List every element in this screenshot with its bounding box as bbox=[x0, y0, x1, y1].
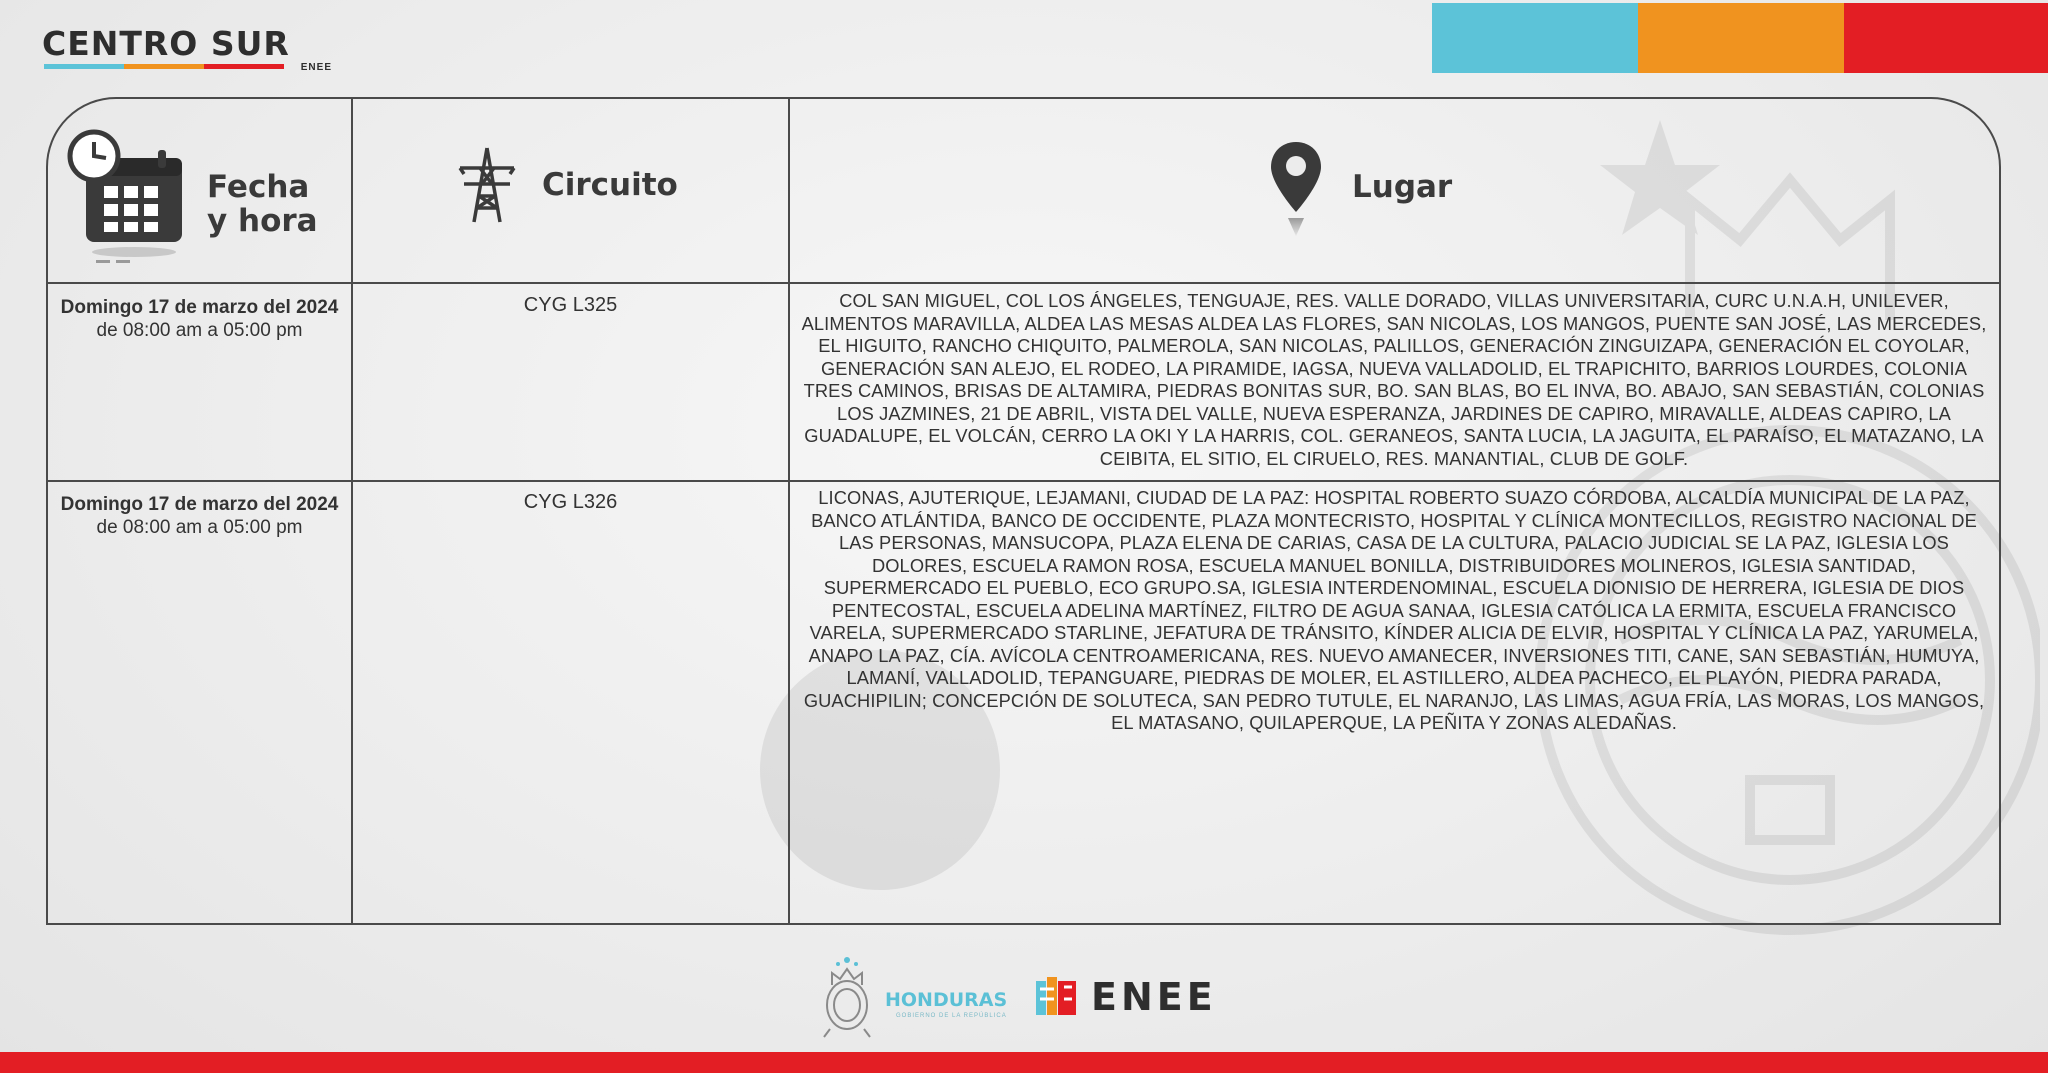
row-2-time: de 08:00 am a 05:00 pm bbox=[96, 517, 303, 538]
map-pin-icon bbox=[1268, 140, 1324, 240]
enee-logo-icon bbox=[1036, 977, 1078, 1019]
header-date bbox=[66, 128, 346, 278]
table-row-2-date bbox=[48, 493, 351, 539]
table-row-1-circuit: CYG L325 bbox=[523, 294, 618, 316]
row-1-date: Domingo 17 de marzo del 2024 bbox=[60, 297, 339, 318]
logo-color-bar bbox=[44, 64, 334, 69]
header-date-label-line1: Fecha bbox=[207, 169, 310, 205]
brand-stripe-blue bbox=[1432, 3, 1638, 73]
header-row-divider bbox=[46, 282, 2001, 284]
header-place bbox=[1268, 140, 1518, 240]
enee-label: ENEE bbox=[1091, 975, 1217, 1019]
honduras-sublabel: GOBIERNO DE LA REPÚBLICA bbox=[896, 1013, 1007, 1019]
table-row-1-place: COL SAN MIGUEL, COL LOS ÁNGELES, TENGUAJE, RES. VALLE DORADO, VILLAS UNIVERSITARIA, CURC U.N.A.H, UNILEVER, ALIMENTOS MARAVILLA, ALDEA LAS MESAS ALDEA LAS FLORES, SAN NICOLAS, LOS MANGOS, PUENTE SAN JOSÉ, LAS MERCEDES, EL HIGUITO, RANCHO CHIQUITO, PALMEROLA, SAN NICOLAS, PALILLOS, GENERACIÓN ZINGUIZAPA, GENERACIÓN EL COYOLAR, GENERACIÓN SAN ALEJO, EL RODEO, LA PIRAMIDE, IAGSA, NUEVA VALLADOLID, EL TRAPICHITO, BARRIOS LOURDES, COLONIA TRES CAMINOS, BRISAS DE ALTAMIRA, PIEDRAS BONITAS SUR, BO. SAN BLAS, BO EL INVA, BO. ABAJO, SAN SEBASTIÁN, COLONIAS LOS JAZMINES, 21 DE ABRIL, VISTA DEL VALLE, NUEVA ESPERANZA, JARDINES DE CAPIRO, MIRAVALLE, ALDEAS CAPIRO, LA GUADALUPE, EL VOLCÁN, CERRO LA OKI Y LA HARRIS, COL. GERANEOS, SANTA LUCIA, LA JAGUITA, EL PARAÍSO, EL MATAZANO, LA CEIBITA, EL SITIO, EL CIRUELO, RES. MANANTIAL, CLUB DE GOLF. bbox=[801, 290, 1987, 469]
logo-title: CENTRO SUR bbox=[42, 24, 290, 63]
transmission-tower-icon bbox=[456, 146, 518, 224]
table-row-2-place: LICONAS, AJUTERIQUE, LEJAMANI, CIUDAD DE LA PAZ: HOSPITAL ROBERTO SUAZO CÓRDOBA, ALCALDÍA MUNICIPAL DE LA PAZ, BANCO ATLÁNTIDA, BANCO DE OCCIDENTE, PLAZA MONTECRISTO, HOSPITAL Y CLÍNICA MONTECILLOS, REGISTRO NACIONAL DE LAS PERSONAS, MANSUCOPA, PLAZA ELENA DE CARIAS, CASA DE LA CULTURA, PALACIO JUDICIAL SE LA PAZ, IGLESIA LOS DOLORES, ESCUELA RAMON ROSA, ESCUELA MANUEL BONILLA, DISTRIBUIDORES MOLINEROS, IGLESIA SANTIDAD, SUPERMERCADO EL PUEBLO, ECO GRUPO.SA, IGLESIA INTERDENOMINAL, ESCUELA DIONISIO DE HERRERA, IGLESIA DE DIOS PENTECOSTAL, ESCUELA ADELINA MARTÍNEZ, FILTRO DE AGUA SANAA, IGLESIA CATÓLICA LA ERMITA, ESCUELA FRANCISCO VARELA, SUPERMERCADO STARLINE, JEFATURA DE TRÁNSITO, KÍNDER ALICIA DE ELVIR, HOSPITAL Y CLÍNICA LA PAZ, YARUMELA, ANAPO LA PAZ, CÍA. AVÍCOLA CENTROAMERICANA, RES. NUEVO AMANECER, INVERSIONES TITI, CANE, SAN SEBASTIÁN, HUMUYA, LAMANÍ, VALLADOLID, TEPANGUARE, PIEDRAS DE MOLER, EL ASTILLERO, ALDEA PACHECO, EL PLAYÓN, PIEDRA PARADA, GUACHIPILIN; CONCEPCIÓN DE SOLUTECA, SAN PEDRO TUTULE, EL NARANJO, LAS LIMAS, AGUA FRÍA, LAS MORAS, LOS MANGOS, EL MATASANO, QUILAPERQUE, LA PEÑITA Y ZONAS ALEDAÑAS. bbox=[803, 487, 1985, 733]
table-row-1-date bbox=[48, 296, 351, 342]
row-1-time: de 08:00 am a 05:00 pm bbox=[96, 320, 303, 341]
header-date-label-line2: y hora bbox=[207, 203, 318, 239]
centro-sur-logo bbox=[42, 26, 342, 76]
enee-footer-logo bbox=[1036, 975, 1236, 1025]
header-place-label: Lugar bbox=[1352, 169, 1453, 205]
header-circuit bbox=[456, 146, 756, 226]
column-divider-2 bbox=[788, 97, 790, 925]
row-2-date: Domingo 17 de marzo del 2024 bbox=[60, 494, 339, 515]
brand-stripe-red bbox=[1844, 3, 2048, 73]
honduras-government-logo bbox=[818, 955, 1018, 1040]
honduras-coat-of-arms-icon bbox=[818, 955, 876, 1039]
header-circuit-label: Circuito bbox=[542, 167, 678, 203]
honduras-label: HONDURAS bbox=[885, 989, 1008, 1011]
brand-stripe-orange bbox=[1638, 3, 1844, 73]
logo-subtitle: ENEE bbox=[300, 62, 332, 73]
table-row-2-circuit: CYG L326 bbox=[523, 491, 618, 513]
row-divider bbox=[46, 480, 2001, 482]
footer-red-bar bbox=[0, 1052, 2048, 1073]
calendar-clock-icon bbox=[66, 128, 186, 273]
